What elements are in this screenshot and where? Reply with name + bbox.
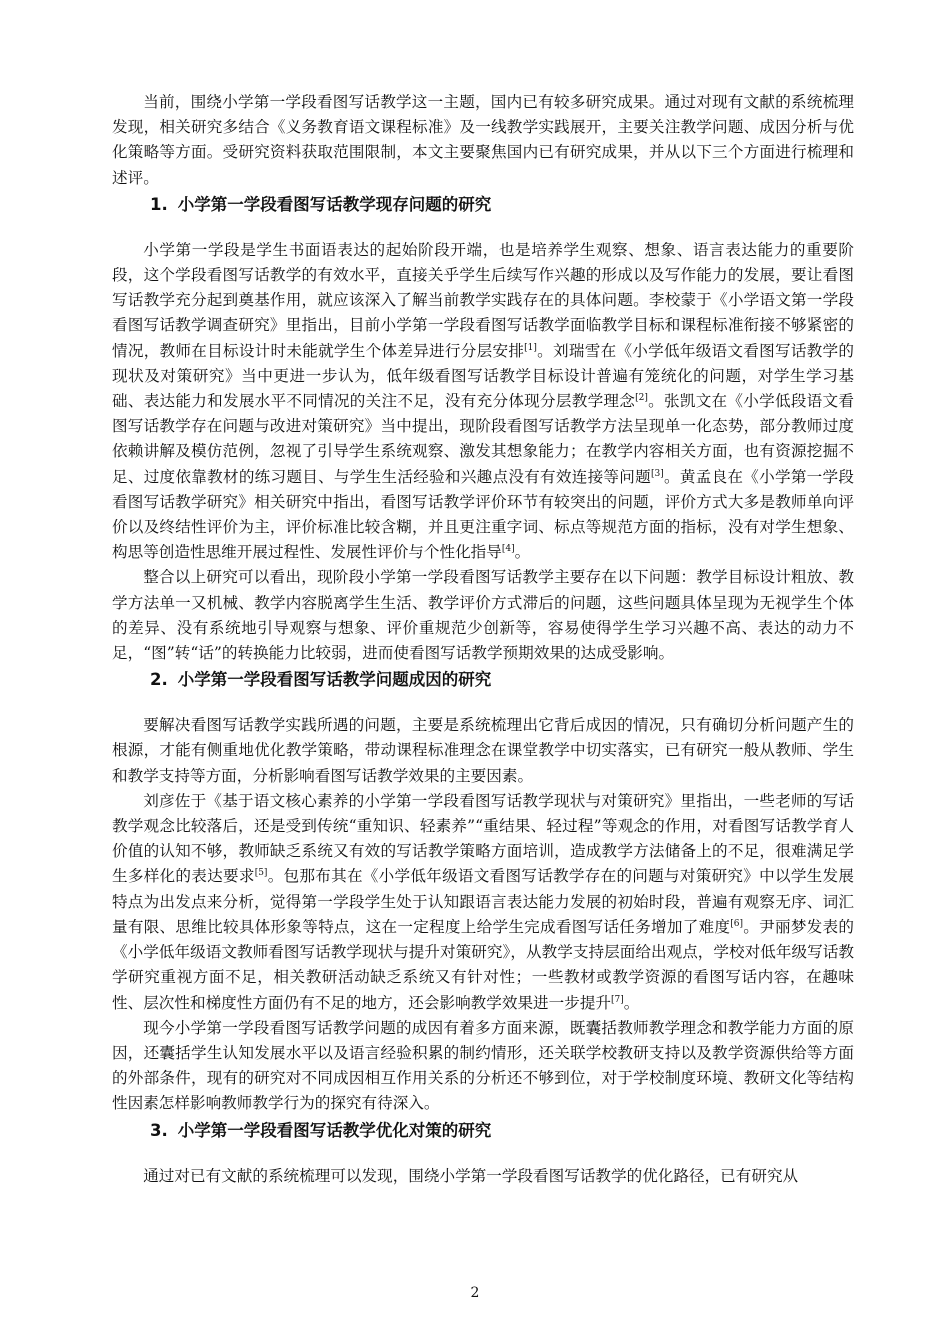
citation-2: [2] — [635, 393, 648, 404]
text-span: 。包那布其在《小学低年级语文看图写话教学存在的问题与对策研究》中以学生发展特点为出发点来分析，觉得第一学段学生处于认知跟语言表达能力发展的初始时段，普遍有观察无序、词汇量有限、思维比较具体形象等特点，这在一定程度上给学生完成看图写话任务增加了难度 — [112, 867, 854, 936]
citation-7: [7] — [611, 994, 624, 1005]
section-2-number: 2. — [150, 670, 168, 690]
citation-5: [5] — [254, 868, 268, 879]
section-3-paragraph-1: 通过对已有文献的系统梳理可以发现，围绕小学第一学段看图写话教学的优化路径，已有研究从 — [143, 1166, 799, 1185]
section-3-heading — [112, 1118, 854, 1144]
section-2-paragraph-1: 要解决看图写话教学实践所遇的问题，主要是系统梳理出它背后成因的情况，只有确切分析问题产生的根源，才能有侧重地优化教学策略，带动课程标准理念在课堂教学中切实落实，已有研究一般从教师、学生和教学支持等方面，分析影响看图写话教学效果的主要因素。 — [112, 716, 854, 785]
section-1-paragraph-1 — [112, 238, 854, 566]
section-2-paragraph-2 — [112, 789, 854, 1016]
section-3-number: 3. — [150, 1120, 168, 1140]
section-2-heading — [112, 667, 854, 693]
text-span: 。 — [514, 543, 531, 562]
section-3-title: 小学第一学段看图写话教学优化对策的研究 — [177, 1120, 492, 1140]
section-2-title: 小学第一学段看图写话教学问题成因的研究 — [177, 670, 492, 690]
text-span: 。刘瑞雪在《小学低年级语文看图写话教学的现状及对策研究》当中更进一步认为，低年级看图写话教学目标设计普遍有笼统化的问题，对学生学习基础、表达能力和发展水平不同情况的关注不足，没有充分体现分层教学理念 — [112, 341, 854, 411]
text-span: 。 — [623, 993, 640, 1012]
section-1-paragraph-2: 整合以上研究可以看出，现阶段小学第一学段看图写话教学主要存在以下问题：教学目标设计粗放、教学方法单一又机械、教学内容脱离学生生活、教学评价方式滞后的问题，这些问题具体呈现为无视学生个体的差异、没有系统地引导观察与想象、评价重规范少创新等，容易使得学生学习兴趣不高、表达的动力不足，“图”转“话”的转换能力比较弱，进而使看图写话教学预期效果的达成受影响。 — [112, 568, 854, 663]
document-body — [112, 90, 854, 1189]
citation-1: [1] — [524, 342, 537, 353]
intro-paragraph: 当前，围绕小学第一学段看图写话教学这一主题，国内已有较多研究成果。通过对现有文献的系统梳理发现，相关研究多结合《义务教育语文课程标准》及一线教学实践展开，主要关注教学问题、成因分析与优化策略等方面。受研究资料获取范围限制，本文主要聚焦国内已有研究成果，并从以下三个方面进行梳理和述评。 — [112, 93, 854, 187]
page-number: 2 — [470, 1285, 480, 1301]
text-span: 。张凯文在《小学低段语文看图写话教学存在问题与改进对策研究》当中提出，现阶段看图写话教学方法呈现单一化态势，部分教师过度依赖讲解及模仿范例，忽视了引导学生系统观察、激发其想象能力；在教学内容相关方面，也有资源挖掘不足、过度依靠教材的练习题目、与学生生活经验和兴趣点没有有效连接等问题 — [112, 392, 854, 486]
citation-3: [3] — [651, 468, 664, 479]
text-span: 。黄孟良在《小学第一学段看图写话教学研究》相关研究中指出，看图写话教学评价环节有较突出的问题，评价方式大多是教师单向评价以及终结性评价为主，评价标准比较含糊，并且更注重字词、标点等规范方面的指标，没有对学生想象、构思等创造性思维开展过程性、发展性评价与个性化指导 — [112, 467, 854, 562]
text-span: 小学第一学段是学生书面语表达的起始阶段开端，也是培养学生观察、想象、语言表达能力的重要阶段，这个学段看图写话教学的有效水平，直接关乎学生后续写作兴趣的形成以及写作能力的发展，要让看图写话教学充分起到奠基作用，就应该深入了解当前教学实践存在的具体问题。李校蒙于《小学语文第一学段看图写话教学调查研究》里指出，目前小学第一学段看图写话教学面临教学目标和课程标准衔接不够紧密的情况，教师在目标设计时未能就学生个体差异进行分层安排 — [112, 240, 854, 360]
citation-4: [4] — [501, 544, 515, 555]
section-2-paragraph-3: 现今小学第一学段看图写话教学问题的成因有着多方面来源，既囊括教师教学理念和教学能力方面的原因，还囊括学生认知发展水平以及语言经验积累的制约情形，还关联学校教研支持以及教学资源供给等方面的外部条件，现有的研究对不同成因相互作用关系的分析还不够到位，对于学校制度环境、教研文化等结构性因素怎样影响教师教学行为的探究有待深入。 — [112, 1018, 854, 1113]
section-1-number: 1. — [150, 194, 168, 214]
section-1-heading — [112, 192, 854, 218]
citation-6: [6] — [730, 918, 744, 929]
section-1-title: 小学第一学段看图写话教学现存问题的研究 — [177, 194, 492, 214]
text-span: 。尹丽梦发表的《小学低年级语文教师看图写话教学现状与提升对策研究》，从教学支持层面给出观点，学校对低年级写话教学研究重视方面不足，相关教研活动缺乏系统又有针对性；一些教材或教学资源的看图写话内容，在趣味性、层次性和梯度性方面仍有不足的地方，还会影响教学效果进一步提升 — [112, 917, 854, 1012]
text-span: 刘彦佐于《基于语文核心素养的小学第一学段看图写话教学现状与对策研究》里指出，一些老师的写话教学观念比较落后，还是受到传统“重知识、轻素养”“重结果、轻过程”等观念的作用，对看图写话教学育人价值的认知不够，教师缺乏系统又有效的写话教学策略方面培训，造成教学方法储备上的不足，很难满足学生多样化的表达要求 — [112, 791, 854, 886]
